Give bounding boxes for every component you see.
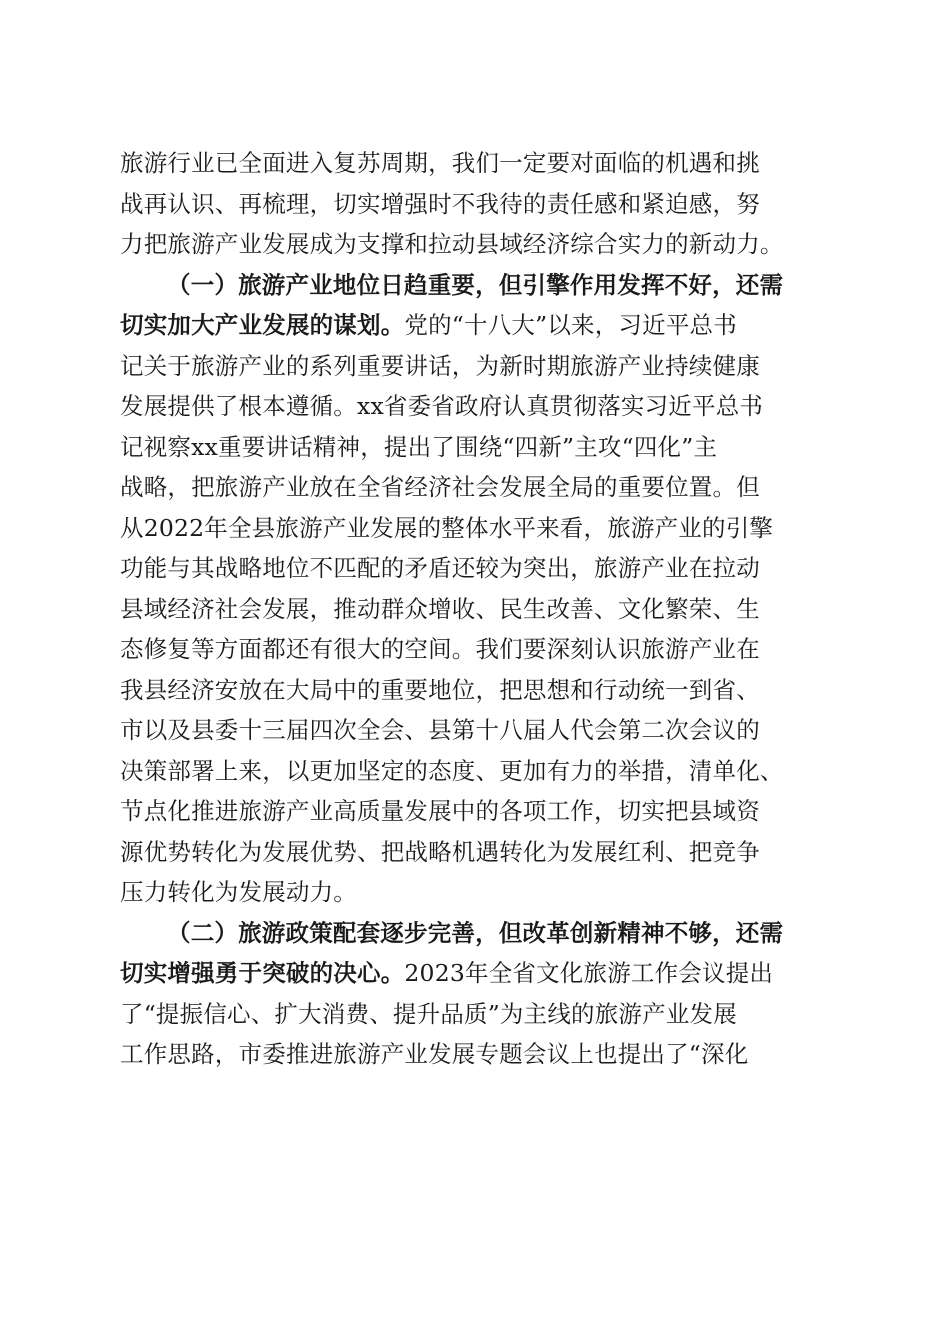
text-line: 功能与其战略地位不匹配的矛盾还较为突出，旅游产业在拉动 [120,554,760,582]
text-line: 工作思路，市委推进旅游产业发展专题会议上也提出了“深化 [120,1040,749,1068]
text-line: 决策部署上来，以更加坚定的态度、更加有力的举措，清单化、 [120,756,784,785]
text-line: 节点化推进旅游产业高质量发展中的各项工作，切实把县域资 [120,797,760,825]
text-line: 力把旅游产业发展成为支撑和拉动县域经济综合实力的新动力。 [120,230,784,258]
text-line: 战再认识、再梳理，切实增强时不我待的责任感和紧迫感，努 [120,189,760,218]
text-line: 态修复等方面都还有很大的空间。我们要深刻认识旅游产业在 [120,635,760,663]
section-heading: 切实增强勇于突破的决心。 [120,959,405,987]
text-line: 记视察xx重要讲话精神，提出了围绕“四新”主攻“四化”主 [120,432,718,461]
section-heading: 切实加大产业发展的谋划。 [120,311,405,339]
text-line: 记关于旅游产业的系列重要讲话，为新时期旅游产业持续健康 [120,351,760,380]
text-line [120,953,836,994]
text-line: 从2022年全县旅游产业发展的整体水平来看，旅游产业的引擎 [120,513,774,542]
body-text: 党的“十八大”以来，习近平总书 [404,311,737,339]
body-text: 2023年全省文化旅游工作会议提出 [404,959,774,987]
text-line: 了“提振信心、扩大消费、提升品质”为主线的旅游产业发展 [120,999,737,1028]
text-line: 源优势转化为发展优势、把战略机遇转化为发展红利、把竞争 [120,837,760,866]
document-page [120,143,836,1075]
text-line: 我县经济安放在大局中的重要地位，把思想和行动统一到省、 [120,675,760,704]
paragraph-section-2 [120,913,836,1075]
text-line: 压力转化为发展动力。 [120,878,357,906]
paragraph-intro [120,143,836,265]
text-line [120,305,836,346]
text-line: 旅游行业已全面进入复苏周期，我们一定要对面临的机遇和挑 [120,149,760,177]
section-heading: （一）旅游产业地位日趋重要，但引擎作用发挥不好，还需 [167,270,784,299]
text-line: 战略，把旅游产业放在全省经济社会发展全局的重要位置。但 [120,473,760,501]
section-heading: （二）旅游政策配套逐步完善，但改革创新精神不够，还需 [167,918,784,947]
paragraph-section-1 [120,265,836,913]
text-line: 市以及县委十三届四次全会、县第十八届人代会第二次会议的 [120,716,760,744]
text-line: 发展提供了根本遵循。xx省委省政府认真贯彻落实习近平总书 [120,392,764,420]
text-line: 县域经济社会发展，推动群众增收、民生改善、文化繁荣、生 [120,594,760,623]
